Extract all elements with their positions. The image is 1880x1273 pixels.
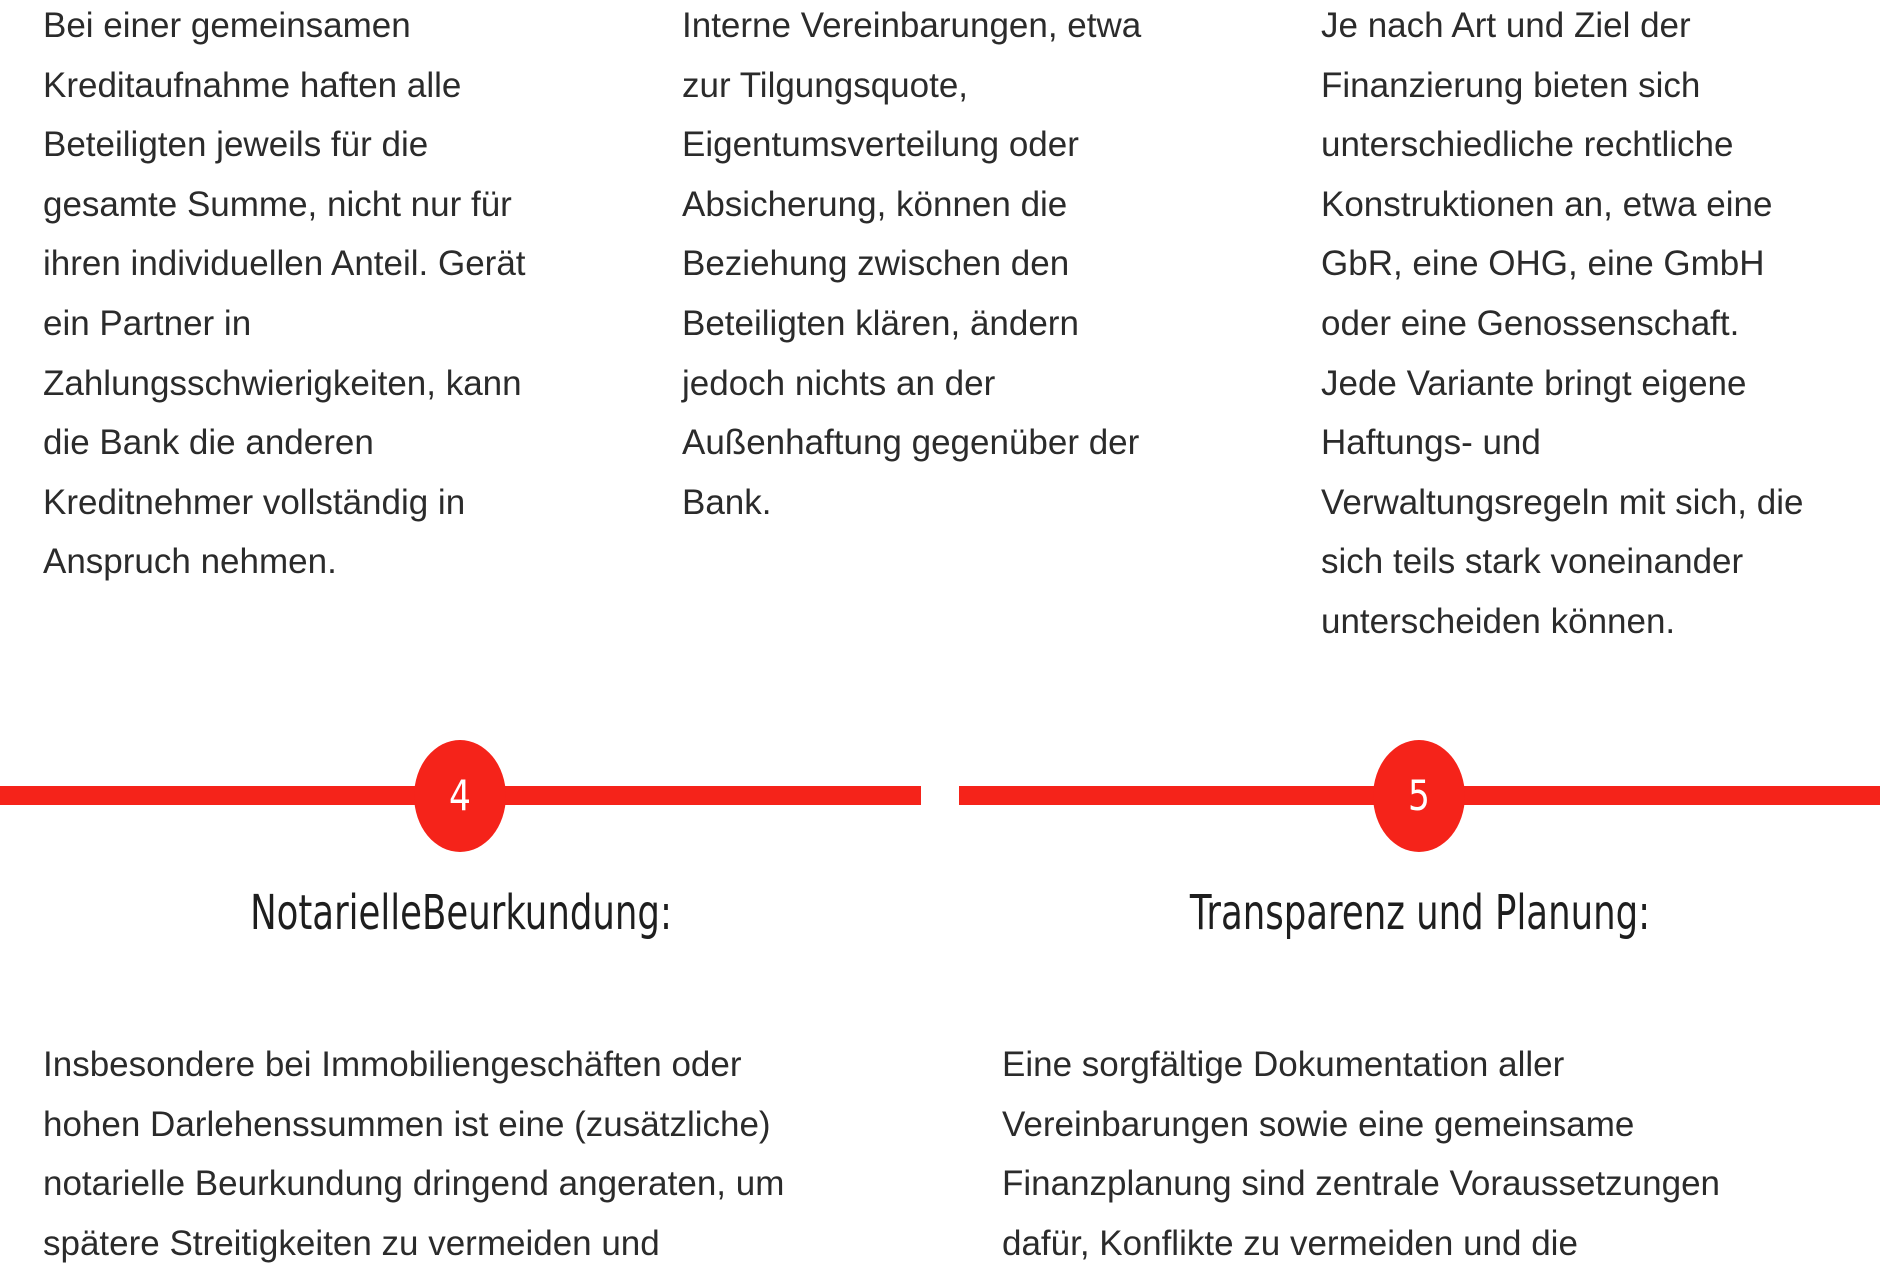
text-line: Finanzplanung sind zentrale Voraussetzungen [1002, 1164, 1720, 1204]
text-line: gesamte Summe, nicht nur für [43, 184, 512, 224]
text-line: die Bank die anderen [43, 423, 374, 463]
text-line: Eigentumsverteilung oder [682, 125, 1079, 165]
text-line: Kreditaufnahme haften alle [43, 65, 462, 105]
text-line: ein Partner in [43, 303, 252, 343]
text-line: Anspruch nehmen. [43, 542, 337, 582]
intro-column-1 [43, 0, 526, 592]
text-line: dafür, Konflikte zu vermeiden und die [1002, 1223, 1578, 1263]
text-line: Jede Variante bringt eigene [1321, 363, 1747, 403]
text-line: Finanzierung bieten sich [1321, 65, 1701, 105]
step-5-number-badge: 5 [1373, 740, 1465, 852]
text-line: Interne Vereinbarungen, etwa [682, 6, 1142, 45]
step-4-title: NotarielleBeurkundung: [250, 885, 672, 941]
text-line: Je nach Art und Ziel der [1321, 6, 1691, 45]
text-line: Bei einer gemeinsamen [43, 6, 411, 45]
intro-column-3 [1321, 0, 1803, 652]
step-5-text [1002, 1035, 1720, 1273]
text-line: Eine sorgfältige Dokumentation aller [1002, 1045, 1565, 1084]
text-line: zur Tilgungsquote, [682, 65, 969, 105]
text-line: jedoch nichts an der [682, 363, 996, 403]
text-line: ihren individuellen Anteil. Gerät [43, 244, 526, 284]
text-line: spätere Streitigkeiten zu vermeiden und [43, 1223, 660, 1263]
text-line: Vereinbarungen sowie eine gemeinsame [1002, 1104, 1635, 1144]
text-line: Zahlungsschwierigkeiten, kann [43, 363, 522, 403]
step-5-title: Transparenz und Planung: [1189, 885, 1651, 941]
text-line: Absicherung, können die [682, 184, 1068, 224]
intro-column-2 [682, 0, 1141, 532]
text-line: oder eine Genossenschaft. [1321, 303, 1740, 343]
text-line: unterscheiden können. [1321, 601, 1676, 641]
text-line: Außenhaftung gegenüber der [682, 423, 1140, 463]
text-line: sich teils stark voneinander [1321, 542, 1744, 582]
text-line: unterschiedliche rechtliche [1321, 125, 1734, 165]
step-4-text [43, 1035, 784, 1273]
text-line: notarielle Beurkundung dringend angeraten, um [43, 1164, 785, 1204]
step-4-number-badge: 4 [414, 740, 506, 852]
text-line: Haftungs- und [1321, 423, 1541, 463]
text-line: Konstruktionen an, etwa eine [1321, 184, 1773, 224]
text-line: hohen Darlehenssummen ist eine (zusätzliche) [43, 1104, 771, 1144]
text-line: Bank. [682, 482, 772, 522]
text-line: Beteiligten jeweils für die [43, 125, 429, 165]
text-line: Insbesondere bei Immobiliengeschäften oder [43, 1045, 742, 1084]
text-line: Kreditnehmer vollständig in [43, 482, 466, 522]
text-line: Beziehung zwischen den [682, 244, 1070, 284]
text-line: Beteiligten klären, ändern [682, 303, 1079, 343]
text-line: Verwaltungsregeln mit sich, die [1321, 482, 1804, 522]
text-line: GbR, eine OHG, eine GmbH [1321, 244, 1765, 284]
